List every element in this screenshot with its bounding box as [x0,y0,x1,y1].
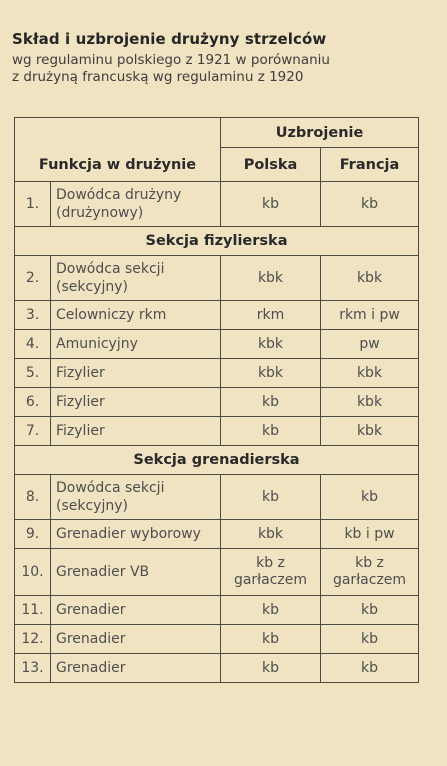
france-armament-cell: rkm i pw [321,301,419,330]
table-row [15,549,419,596]
role-cell: Grenadier [51,654,221,683]
poland-armament-cell: kb [221,417,321,446]
document-title: Skład i uzbrojenie drużyny strzelców [12,30,327,48]
poland-armament-cell: kbk [221,256,321,301]
table-body [15,182,419,683]
poland-armament-cell: kb [221,475,321,520]
row-number: 13. [15,654,51,683]
poland-armament-cell: kbk [221,330,321,359]
role-cell: Dowódca sekcji (sekcyjny) [51,256,221,301]
section-header-row [15,446,419,475]
row-number: 12. [15,625,51,654]
poland-armament-cell: kb [221,596,321,625]
table-row [15,182,419,227]
table-row [15,417,419,446]
france-armament-cell: kb [321,654,419,683]
role-cell: Dowódca sekcji (sekcyjny) [51,475,221,520]
france-armament-cell: kbk [321,388,419,417]
poland-column-header: Polska [221,148,321,182]
poland-armament-cell: kb [221,654,321,683]
section-title: Sekcja fizylierska [15,227,419,256]
poland-armament-cell: kbk [221,520,321,549]
role-cell: Fizylier [51,388,221,417]
poland-armament-cell: kb [221,625,321,654]
poland-armament-cell: kb z garłaczem [221,549,321,596]
section-header-row [15,227,419,256]
role-cell: Grenadier [51,596,221,625]
france-armament-cell: kb [321,475,419,520]
row-number: 5. [15,359,51,388]
table-row [15,475,419,520]
section-title: Sekcja grenadierska [15,446,419,475]
role-cell: Grenadier wyborowy [51,520,221,549]
function-header: Funkcja w drużynie [15,118,221,182]
poland-armament-cell: rkm [221,301,321,330]
row-number: 2. [15,256,51,301]
row-number: 10. [15,549,51,596]
france-armament-cell: kb [321,182,419,227]
role-cell: Celowniczy rkm [51,301,221,330]
france-armament-cell: pw [321,330,419,359]
row-number: 11. [15,596,51,625]
row-number: 3. [15,301,51,330]
document-subtitle [12,52,432,86]
role-cell: Dowódca drużyny (drużynowy) [51,182,221,227]
role-cell: Fizylier [51,359,221,388]
role-cell: Fizylier [51,417,221,446]
table-row [15,256,419,301]
row-number: 4. [15,330,51,359]
subtitle-line: wg regulaminu polskiego z 1921 w porównaniu [12,52,330,68]
table-row [15,596,419,625]
subtitle-line: z drużyną francuską wg regulaminu z 1920 [12,69,304,85]
row-number: 6. [15,388,51,417]
table-row [15,359,419,388]
france-armament-cell: kbk [321,417,419,446]
squad-table [14,117,419,683]
france-armament-cell: kbk [321,256,419,301]
table-row [15,625,419,654]
table-row [15,330,419,359]
france-armament-cell: kb z garłaczem [321,549,419,596]
france-column-header: Francja [321,148,419,182]
poland-armament-cell: kb [221,182,321,227]
row-number: 7. [15,417,51,446]
row-number: 1. [15,182,51,227]
poland-armament-cell: kbk [221,359,321,388]
table-row [15,301,419,330]
france-armament-cell: kbk [321,359,419,388]
france-armament-cell: kb [321,596,419,625]
poland-armament-cell: kb [221,388,321,417]
role-cell: Grenadier [51,625,221,654]
row-number: 9. [15,520,51,549]
france-armament-cell: kb i pw [321,520,419,549]
row-number: 8. [15,475,51,520]
armament-header: Uzbrojenie [221,118,419,148]
role-cell: Amunicyjny [51,330,221,359]
france-armament-cell: kb [321,625,419,654]
table-row [15,520,419,549]
table-row [15,654,419,683]
table-row [15,388,419,417]
role-cell: Grenadier VB [51,549,221,596]
